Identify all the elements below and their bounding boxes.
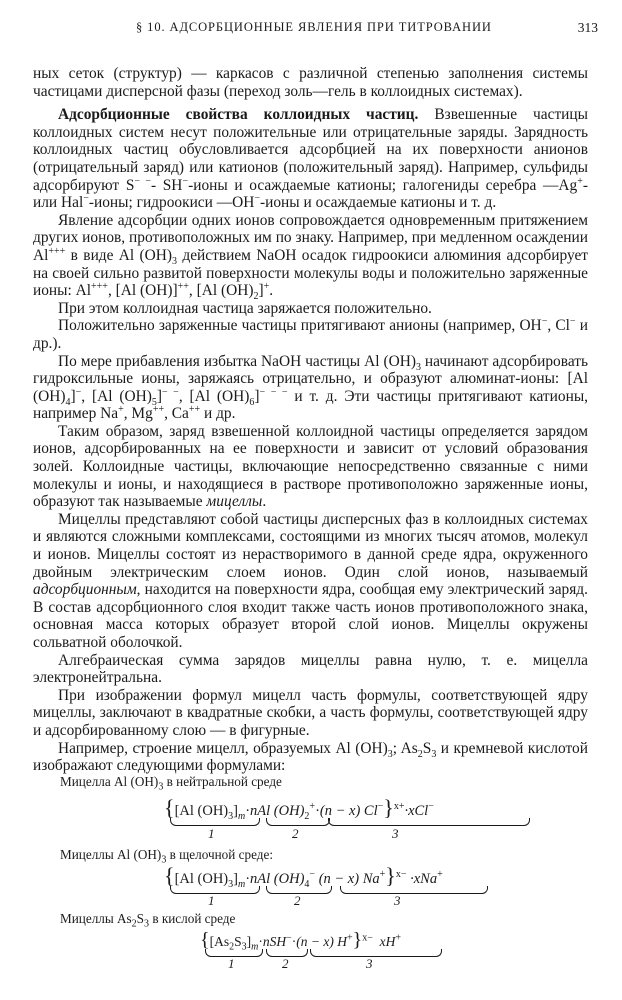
counter-ions: (n − x) H+ xyxy=(296,932,353,949)
paragraph-4: При этом коллоидная частица заряжается положительно. xyxy=(58,299,432,317)
micelle-formula: {[Al $(OH)_3]_m\cdot nAl$ $(OH)_2^+\cdot(n - x)$ Cl−}$^{x+}$·xCl− xyxy=(164,795,434,822)
adsorption-layer: nSH− xyxy=(262,932,292,949)
micelle-core: [Al $(OH)_3]_m$ xyxy=(174,871,246,890)
micelle-core: $[As_2S_3]_m$ xyxy=(209,934,259,953)
counter-ions: (n − x) Cl− xyxy=(319,801,384,819)
label-adsorption: 2 xyxy=(282,956,289,971)
formula-block-2 xyxy=(60,847,580,909)
micelle-core: [Al $(OH)_3]_m$ xyxy=(174,803,246,822)
label-diffuse: 3 xyxy=(394,893,401,908)
underbrace-1 xyxy=(170,886,260,894)
page-number: 313 xyxy=(577,20,598,35)
paragraph-8: Мицеллы представляют собой частицы дисперсных фаз в коллоидных системах и являются сложными комплексами, состоящими из многих тысяч атомов, молекул и ионов. Мицеллы состоят из нерастворимого в данной среде ядра, окруженного двойным электрическим слоем ионов. Один слой ионов, называемый адсорбционным, находится на поверхности ядра, сообщая ему электрический заряд. В состав адсорбционного слоя входит также часть ионов противоположного знака, основная масса которых образует второй слой ионов. Мицеллы окружены сольватной оболочкой. xyxy=(33,510,588,651)
adsorption-layer: nAl $(OH)_2^+$ xyxy=(250,801,316,822)
paragraph-1: ных сеток (структур) — каркасов с различной степенью заполнения системы частицами дисперсной фазы (переход золь—гель в коллоидных системах). xyxy=(33,65,588,100)
label-diffuse: 3 xyxy=(392,826,399,841)
paragraph-10: При изображении формул мицелл часть формулы, соответствующей ядру мицеллы, заключают в квадратные скобки, а часть формулы, соответствующей ядру и адсорбированному слою — в фигурные. xyxy=(33,686,588,739)
label-core: 1 xyxy=(208,893,215,908)
label-core: 1 xyxy=(208,826,215,841)
underbrace-1 xyxy=(170,818,260,826)
paragraph-5: Положительно заряженные частицы притягивают анионы (например, OH−, Cl− и др.). xyxy=(33,316,588,352)
micelle-formula: {[Al $(OH)_3]_m\cdot nAl$ $(OH)_4^-$ (n − x) Na+}$^{x-}$ ·xNa+ xyxy=(164,863,443,890)
formula-caption: Мицелла Al $(OH)_3$ в нейтральной среде xyxy=(60,774,282,793)
underbrace-3 xyxy=(340,886,488,894)
paragraph-7: Таким образом, заряд взвешенной коллоидной частицы определяется зарядом ионов, адсорбированных на ее поверхности и зависит от условий образования золей. Коллоидные частицы, включающие непосредственно связанные с ними молекулы и ионы, и находящиеся в растворе противоположно заряженные ионы, образуют так называемые мицеллы. xyxy=(33,422,588,511)
underbrace-3 xyxy=(328,818,530,826)
label-core: 1 xyxy=(228,956,235,971)
counter-ions: (n − x) Na+ xyxy=(318,869,386,887)
running-header xyxy=(30,20,598,38)
label-adsorption: 2 xyxy=(294,893,301,908)
micelle-formula: {$[As_2S_3]_m\cdot nSH^-\cdot(n - x)$ H+}$^{x-}$ xH+ xyxy=(200,929,401,953)
paragraph-3: Явление адсорбции одних ионов сопровождается одновременным притяжением других ионов, противоположных им по знаку. Например, при медленном осаждении Al+++ в виде Al $(OH)_3$ действием NaOH осадок гидроокиси алюминия адсорбирует на своей сильно развитой поверхности молекулы воды и положительно заряженные ионы: Al+++, [Al (OH)]++, [Al $(OH)_2]^+$. xyxy=(33,211,588,303)
adsorption-layer: nAl $(OH)_4^-$ xyxy=(250,869,316,890)
formula-caption: Мицеллы $As_2S_3$ в кислой среде xyxy=(60,911,236,930)
paragraph-2-lead: Адсорбционные свойства коллоидных частиц. xyxy=(58,106,419,124)
underbrace-2 xyxy=(266,818,330,826)
formula-block-1 xyxy=(60,774,580,844)
paragraph-11: Например, строение мицелл, образуемых Al $(OH)_3$; $As_2S_3$ и кремневой кислотой изображают следующими формулами: xyxy=(33,739,588,775)
label-adsorption: 2 xyxy=(292,826,299,841)
section-title: § 10. АДСОРБЦИОННЫЕ ЯВЛЕНИЯ ПРИ ТИТРОВАНИИ xyxy=(136,20,492,34)
paragraph-9: Алгебраическая сумма зарядов мицеллы равна нулю, т. е. мицелла электронейтральна. xyxy=(33,651,588,687)
paragraph-2: Адсорбционные свойства коллоидных частиц. Взвешенные частицы коллоидных систем несут положительные или отрицательные заряды. Зарядность коллоидных частиц обусловливается адсорбцией на их поверхности анионов (отрицательный заряд) или катионов (положительный заряд). Например, сульфиды адсорбируют S− −- SH−-ионы и осаждаемые катионы; галогениды серебра —Ag+- или Hal−-ионы; гидроокиси —OH−-ионы и осаждаемые катионы и т. д. xyxy=(33,106,588,212)
underbrace-3 xyxy=(310,949,442,957)
formula-block-3 xyxy=(60,911,580,991)
paragraph-6: По мере прибавления избытка NaOH частицы Al $(OH)_3$ начинают адсорбировать гидроксильные ионы, заряжаясь отрицательно, и образуют алюминат-ионы: [Al $(OH)_4]^-$, [Al $(OH)_5]^{- -}$, [Al $(OH)_6]^{- - -}$ и т. д. Эти частицы притягивают катионы, например Na+, Mg++, Ca++ и др. xyxy=(33,352,589,423)
body-text xyxy=(33,65,588,775)
label-diffuse: 3 xyxy=(366,956,373,971)
formula-caption: Мицеллы Al $(OH)_3$ в щелочной среде: xyxy=(60,847,273,866)
